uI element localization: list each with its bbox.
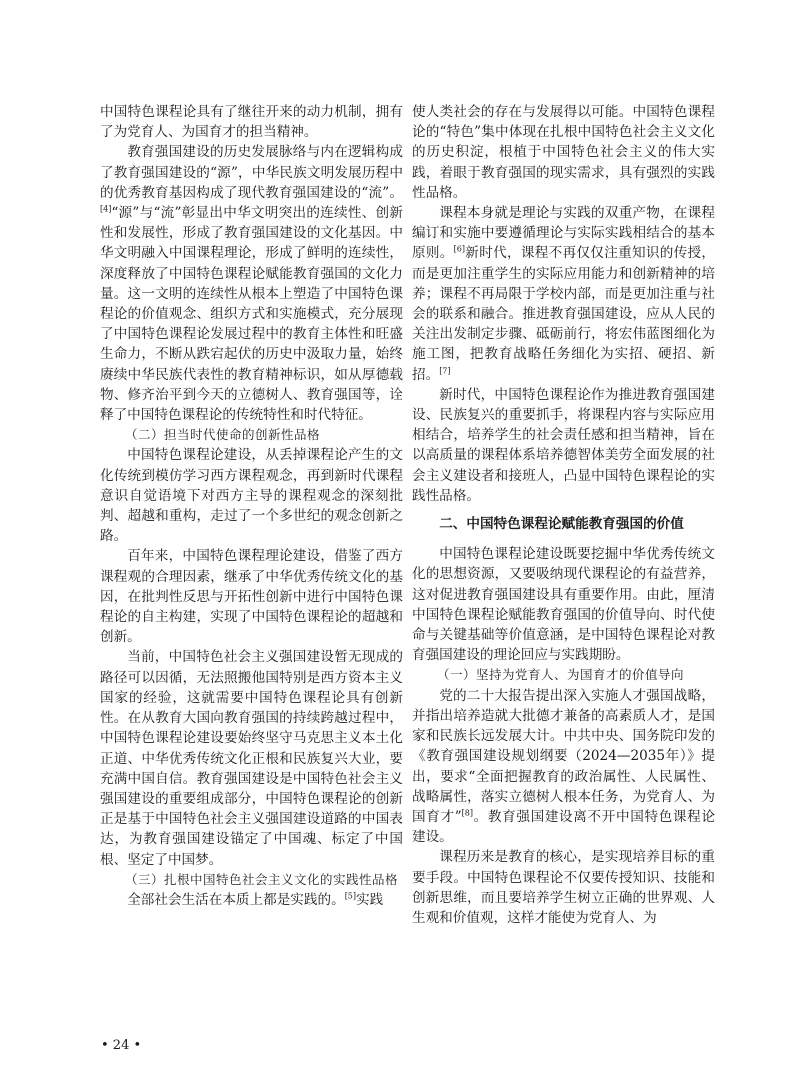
paragraph: 使人类社会的存在与发展得以可能。中国特色课程论的“特色”集中体现在扎根中国特色社会主义文化的历史积淀，根植于中国特色社会主义的伟大实践，着眼于教育强国的现实需求，具有强烈的实践性品格。 xyxy=(412,104,715,201)
paragraph-text: 课程本身就是理论与实践的双重产物，在课程编订和实施中要遵循理论与实际实践相结合的基本原则。 xyxy=(412,205,715,262)
paragraph xyxy=(412,686,715,848)
citation-ref[interactable]: [6] xyxy=(453,244,466,254)
subsection-heading: （二）担当时代使命的创新性品格 xyxy=(125,427,321,443)
paragraph-text: 全部社会生活在本质上都是实践的。 xyxy=(127,891,345,908)
paragraph: 课程历来是教育的核心，是实现培养目标的重要手段。中国特色课程论不仅要传授知识、技能和创新思维，而且要培养学生树立正确的世界观、人生观和价值观，这样才能使为党育人、为 xyxy=(412,849,715,926)
paragraph-text: 党的二十大报告提出深入实施人才强国战略，并指出培养造就大批德才兼备的高素质人才，是国家和民族长远发展大计。中共中央、国务院印发的《教育强国建设规划纲要（2024—2035年）》提出，要求“全面把握教育的政治属性、人民属性、战略属性，落实立德树人根本任务，为党育人、为国育才” xyxy=(412,687,715,825)
paragraph: 中国特色课程论具有了继往开来的动力机制，拥有了为党育人、为国育才的担当精神。 xyxy=(100,104,403,141)
paragraph-text: “源”与“流”彰显出中华文明突出的连续性、创新性和发展性，形成了教育强国建设的文化基因。中华文明融入中国课程理论，形成了鲜明的连续性，深度释放了中国特色课程论赋能教育强国的文化力量。这一文明的连续性从根本上塑造了中国特色课程论的价值观念、组织方式和实施模式，充分展现了中国特色课程论发展过程中的教育主体性和旺盛生命力，不断从跌宕起伏的历史中汲取力量，始终赓续中华民族代表性的教育精神标识，如从厚德载物、修齐治平到今天的立德树人、教育强国等，诠释了中国特色课程论的传统特性和时代特征。 xyxy=(100,205,403,424)
left-column xyxy=(100,102,403,910)
citation-ref[interactable]: [7] xyxy=(439,366,451,376)
paragraph-text: 新时代，课程不再仅仅注重知识的传授，而是更加注重学生的实际应用能力和创新精神的培养；课程不再局限于学校内部，而是更加注重与社会的联系和融合。推进教育强国建设，应从人民的关注出发制定步骤、砥砺前行，将宏伟蓝图细化为施工图，把教育战略任务细化为实招、硬招、新招。 xyxy=(412,245,716,383)
paragraph-text: 教育强国建设的历史发展脉络与内在逻辑构成了教育强国建设的“源”，中华民族文明发展历程中的优秀教育基因构成了现代教育强国建设的“流”。 xyxy=(100,144,403,201)
subsection-heading: （三）扎根中国特色社会主义文化的实践性品格 xyxy=(125,871,399,887)
right-column xyxy=(412,102,715,928)
citation-ref[interactable]: [8] xyxy=(461,808,473,818)
paragraph: 中国特色课程论建设，从丢掉课程论产生的文化传统到模仿学习西方课程观念，再到新时代课程意识自觉语境下对西方主导的课程观念的深刻批判、超越和重构，走过了一个多世纪的观念创新之路。 xyxy=(100,447,403,545)
paragraph xyxy=(100,142,403,425)
paragraph: 中国特色课程论建设既要挖掘中华优秀传统文化的思想资源，又要吸纳现代课程论的有益营养，这对促进教育强国建设具有重要作用。由此，厘清中国特色课程论赋能教育强国的价值导向、时代使命与关键基础等价值意涵，是中国特色课程论对教育强国建设的理论回应与实践期盼。 xyxy=(412,546,715,664)
citation-ref[interactable]: [4] xyxy=(100,204,112,214)
paragraph-text: 。教育强国建设离不开中国特色课程论建设。 xyxy=(412,808,715,846)
citation-ref[interactable]: [5] xyxy=(344,891,357,901)
paragraph: 当前，中国特色社会主义强国建设暂无现成的路径可以因循，无法照搬他国特别是西方资本主义国家的经验，这就需要中国特色课程论具有创新性。在从教育大国向教育强国的持续跨越过程中，中国特色课程论建设要始终坚守马克思主义本土化正道、中华优秀传统文化正根和民族复兴大业，要充满中国自信。教育强国建设是中国特色社会主义强国建设的重要组成部分，中国特色课程论的创新正是基于中国特色社会主义强国建设道路的中国表达，为教育强国建设锚定了中国魂、标定了中国根、坚定了中国梦。 xyxy=(100,649,403,868)
page-number: • 24 • xyxy=(101,1038,142,1053)
paragraph xyxy=(100,890,403,910)
paragraph: 百年来，中国特色课程理论建设，借鉴了西方课程观的合理因素，继承了中华优秀传统文化的基因，在批判性反思与开拓性创新中进行中国特色课程论的自主构建，实现了中国特色课程论的超越和创新。 xyxy=(100,548,403,646)
paragraph: 新时代，中国特色课程论作为推进教育强国建设、民族复兴的重要抓手，将课程内容与实际应用相结合，培养学生的社会责任感和担当精神，旨在以高质量的课程体系培养德智体美劳全面发展的社会主义建设者和接班人，凸显中国特色课程论的实践性品格。 xyxy=(412,386,715,504)
paragraph-text: 实践 xyxy=(356,891,384,908)
section-heading: 二、中国特色课程论赋能教育强国的价值 xyxy=(439,516,684,533)
paragraph xyxy=(412,203,715,385)
subsection-heading: （一）坚持为党育人、为国育才的价值导向 xyxy=(437,667,685,683)
